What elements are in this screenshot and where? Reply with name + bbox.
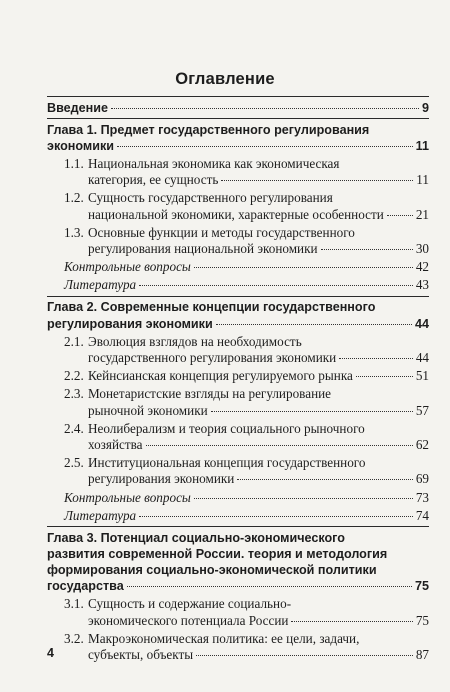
dot-leader xyxy=(194,498,413,499)
entry-text xyxy=(47,368,429,384)
page-ref: 51 xyxy=(415,368,429,384)
entry-last-line xyxy=(88,647,429,663)
entry-text xyxy=(47,190,429,222)
table-of-contents xyxy=(47,96,429,665)
section-number: 3.2. xyxy=(64,630,84,646)
page-ref: 42 xyxy=(415,259,429,275)
entry-text xyxy=(47,156,429,188)
dot-leader xyxy=(111,108,419,109)
entry-text xyxy=(47,508,429,524)
entry-line: Глава 3. Потенциал социально-экономического xyxy=(47,530,345,545)
toc-chapter xyxy=(47,100,429,116)
entry-last-line xyxy=(47,138,429,154)
section-number: 1.1. xyxy=(64,155,84,171)
page-ref: 57 xyxy=(415,402,429,418)
toc-section xyxy=(47,156,429,188)
page-ref: 75 xyxy=(414,579,429,594)
toc-section xyxy=(47,421,429,453)
entry-line: формирования социально-экономической политики xyxy=(47,563,377,578)
entry-last-line xyxy=(88,350,429,366)
entry-text xyxy=(47,596,429,628)
entry-last-line xyxy=(47,100,429,116)
entry-line: Национальная экономика как экономическая xyxy=(88,155,340,171)
toc-title: Оглавление xyxy=(175,70,275,88)
toc-chapter xyxy=(47,122,429,154)
page-ref: 69 xyxy=(415,471,429,487)
entry-line: Сущность государственного регулирования xyxy=(88,190,333,206)
entry-text xyxy=(47,386,429,418)
entry-label: государства xyxy=(47,579,124,594)
section-number: 1.3. xyxy=(64,224,84,240)
toc-extra xyxy=(47,277,429,293)
entry-line: Сущность и содержание социально- xyxy=(88,596,292,612)
toc-section xyxy=(47,334,429,366)
entry-line: развития современной России. теория и методология xyxy=(47,546,388,561)
toc-section xyxy=(47,190,429,222)
entry-label: регулирования национальной экономики xyxy=(88,241,318,256)
entry-last-line xyxy=(47,578,429,594)
toc-section xyxy=(47,368,429,384)
section-number: 2.3. xyxy=(64,386,84,402)
dot-leader xyxy=(216,324,412,325)
entry-label: регулирования экономики xyxy=(88,471,235,487)
page-number: 4 xyxy=(47,646,54,660)
entry-text xyxy=(47,122,429,154)
toc-chapter xyxy=(47,299,429,331)
toc-section xyxy=(47,225,429,257)
entry-label: государственного регулирования экономики xyxy=(88,349,337,365)
entry-last-line xyxy=(64,277,429,293)
entry-text xyxy=(47,277,429,293)
entry-line: Глава 2. Современные концепции государственного xyxy=(47,300,376,315)
entry-label: национальной экономики, характерные особенности xyxy=(88,206,384,222)
entry-last-line xyxy=(88,207,429,223)
entry-last-line xyxy=(88,471,429,487)
dot-leader xyxy=(139,516,413,517)
page-ref: 73 xyxy=(415,489,429,505)
toc-extra xyxy=(47,490,429,506)
entry-last-line xyxy=(64,508,429,524)
page-ref: 44 xyxy=(415,349,429,365)
entry-label: субъекты, объекты xyxy=(88,647,194,663)
dot-leader xyxy=(237,479,412,480)
section-number: 1.2. xyxy=(64,190,84,206)
dot-leader xyxy=(146,445,413,446)
entry-line: Институциональная концепция государственного xyxy=(88,455,366,471)
entry-text xyxy=(47,299,429,331)
page-ref: 9 xyxy=(421,100,429,115)
entry-last-line xyxy=(64,490,429,506)
section-number: 2.1. xyxy=(64,333,84,349)
entry-label: хозяйства xyxy=(88,436,143,452)
entry-label: экономического потенциала России xyxy=(88,612,289,628)
section-number: 3.1. xyxy=(64,596,84,612)
entry-last-line xyxy=(88,368,429,384)
dot-leader xyxy=(211,411,413,412)
page-ref: 21 xyxy=(415,206,429,222)
dot-leader xyxy=(291,621,412,622)
dot-leader xyxy=(356,376,413,377)
entry-line: Глава 1. Предмет государственного регулирования xyxy=(47,122,370,137)
toc-section xyxy=(47,455,429,487)
section-number: 2.2. xyxy=(64,368,84,384)
entry-text xyxy=(47,455,429,487)
entry-label: Литература xyxy=(64,277,137,293)
entry-last-line xyxy=(88,613,429,629)
entry-text xyxy=(47,631,429,663)
page-ref: 30 xyxy=(415,241,429,256)
spacer xyxy=(47,663,429,665)
dot-leader xyxy=(387,215,413,216)
entry-label: рыночной экономики xyxy=(88,402,208,418)
dot-leader xyxy=(117,146,413,147)
page-ref: 62 xyxy=(415,436,429,452)
entry-label: экономики xyxy=(47,138,115,153)
entry-last-line xyxy=(47,316,429,332)
page-ref: 74 xyxy=(415,507,429,523)
dot-leader xyxy=(139,285,413,286)
toc-extra xyxy=(47,259,429,275)
toc-section xyxy=(47,386,429,418)
entry-text xyxy=(47,530,429,595)
dot-leader xyxy=(321,249,413,250)
entry-label: регулирования экономики xyxy=(47,316,213,331)
entry-line: Монетаристские взгляды на регулирование xyxy=(88,386,332,402)
entry-label: Контрольные вопросы xyxy=(64,259,191,275)
dot-leader xyxy=(127,586,412,587)
section-number: 2.5. xyxy=(64,455,84,471)
page-ref: 43 xyxy=(415,277,429,293)
entry-text xyxy=(47,100,429,116)
page-ref: 44 xyxy=(414,316,429,331)
entry-line: Макроэкономическая политика: ее цели, задачи, xyxy=(88,630,360,646)
entry-label: Кейнсианская концепция регулируемого рынка xyxy=(88,368,353,384)
page-ref: 11 xyxy=(415,138,429,153)
entry-last-line xyxy=(88,403,429,419)
entry-text xyxy=(47,259,429,275)
entry-label: Литература xyxy=(64,507,137,523)
entry-label: Введение xyxy=(47,100,109,115)
entry-last-line xyxy=(64,259,429,275)
entry-line: Неолиберализм и теория социального рыночного xyxy=(88,420,365,436)
entry-line: Эволюция взглядов на необходимость xyxy=(88,333,302,349)
dot-leader xyxy=(339,358,413,359)
entry-line: Основные функции и методы государственного xyxy=(88,224,355,240)
dot-leader xyxy=(221,180,413,181)
entry-label: Контрольные вопросы xyxy=(64,489,191,505)
entry-last-line xyxy=(88,172,429,188)
entry-label: категория, ее сущность xyxy=(88,172,219,188)
entry-text xyxy=(47,225,429,257)
entry-last-line xyxy=(88,437,429,453)
entry-text xyxy=(47,334,429,366)
dot-leader xyxy=(196,655,413,656)
page-ref: 87 xyxy=(415,647,429,663)
toc-chapter xyxy=(47,530,429,595)
toc-extra xyxy=(47,508,429,524)
page-ref: 11 xyxy=(416,172,429,188)
toc-section xyxy=(47,596,429,628)
toc-section xyxy=(47,631,429,663)
entry-text xyxy=(47,421,429,453)
page-ref: 75 xyxy=(415,612,429,628)
dot-leader xyxy=(194,267,413,268)
section-number: 2.4. xyxy=(64,420,84,436)
entry-last-line xyxy=(88,241,429,257)
entry-text xyxy=(47,490,429,506)
